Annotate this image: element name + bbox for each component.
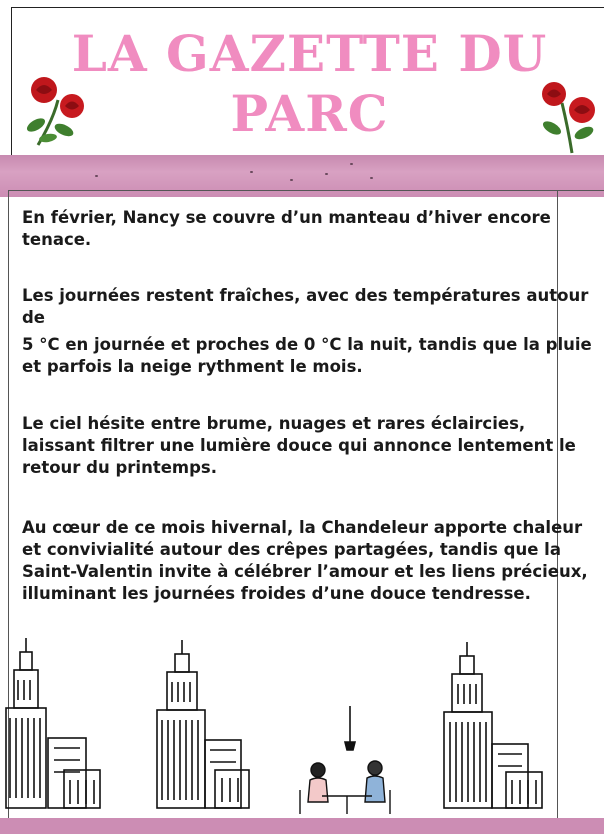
- paragraph-1: En février, Nancy se couvre d’un manteau d’hiver encore tenace.: [22, 208, 551, 249]
- rose-icon: [532, 78, 604, 156]
- paragraph-2a: Les journées restent fraîches, avec des températures autour de: [22, 286, 589, 327]
- page-title: [52, 24, 567, 144]
- title-line-2: PARC: [230, 84, 389, 143]
- hanging-lamp-icon: [345, 706, 355, 750]
- skyscraper-icon: [444, 642, 542, 808]
- skyscraper-icon: [6, 638, 100, 808]
- masthead: [11, 7, 604, 157]
- paragraph-2b: 5 °C en journée et proches de 0 °C la nuit, tandis que la pluie et parfois la neige rythment le mois.: [22, 335, 592, 376]
- title-line-1: LA GAZETTE DU: [71, 24, 548, 83]
- couple-cafe-icon: [300, 761, 390, 814]
- rose-icon: [18, 70, 98, 150]
- bottom-decorative-band: [0, 818, 604, 834]
- city-skyline-illustration: [0, 630, 604, 818]
- skyscraper-icon: [157, 640, 249, 808]
- paragraph-3: Le ciel hésite entre brume, nuages et rares éclaircies, laissant filtrer une lumière douce qui annonce lentement le retour du printemps.: [22, 414, 576, 477]
- paragraph-4: Au cœur de ce mois hivernal, la Chandeleur apporte chaleur et convivialité autour des crêpes partagées, tandis que la Saint-Valentin invite à célébrer l’amour et les liens précieux, illuminant les journées froides d’une douce tendresse.: [22, 518, 588, 603]
